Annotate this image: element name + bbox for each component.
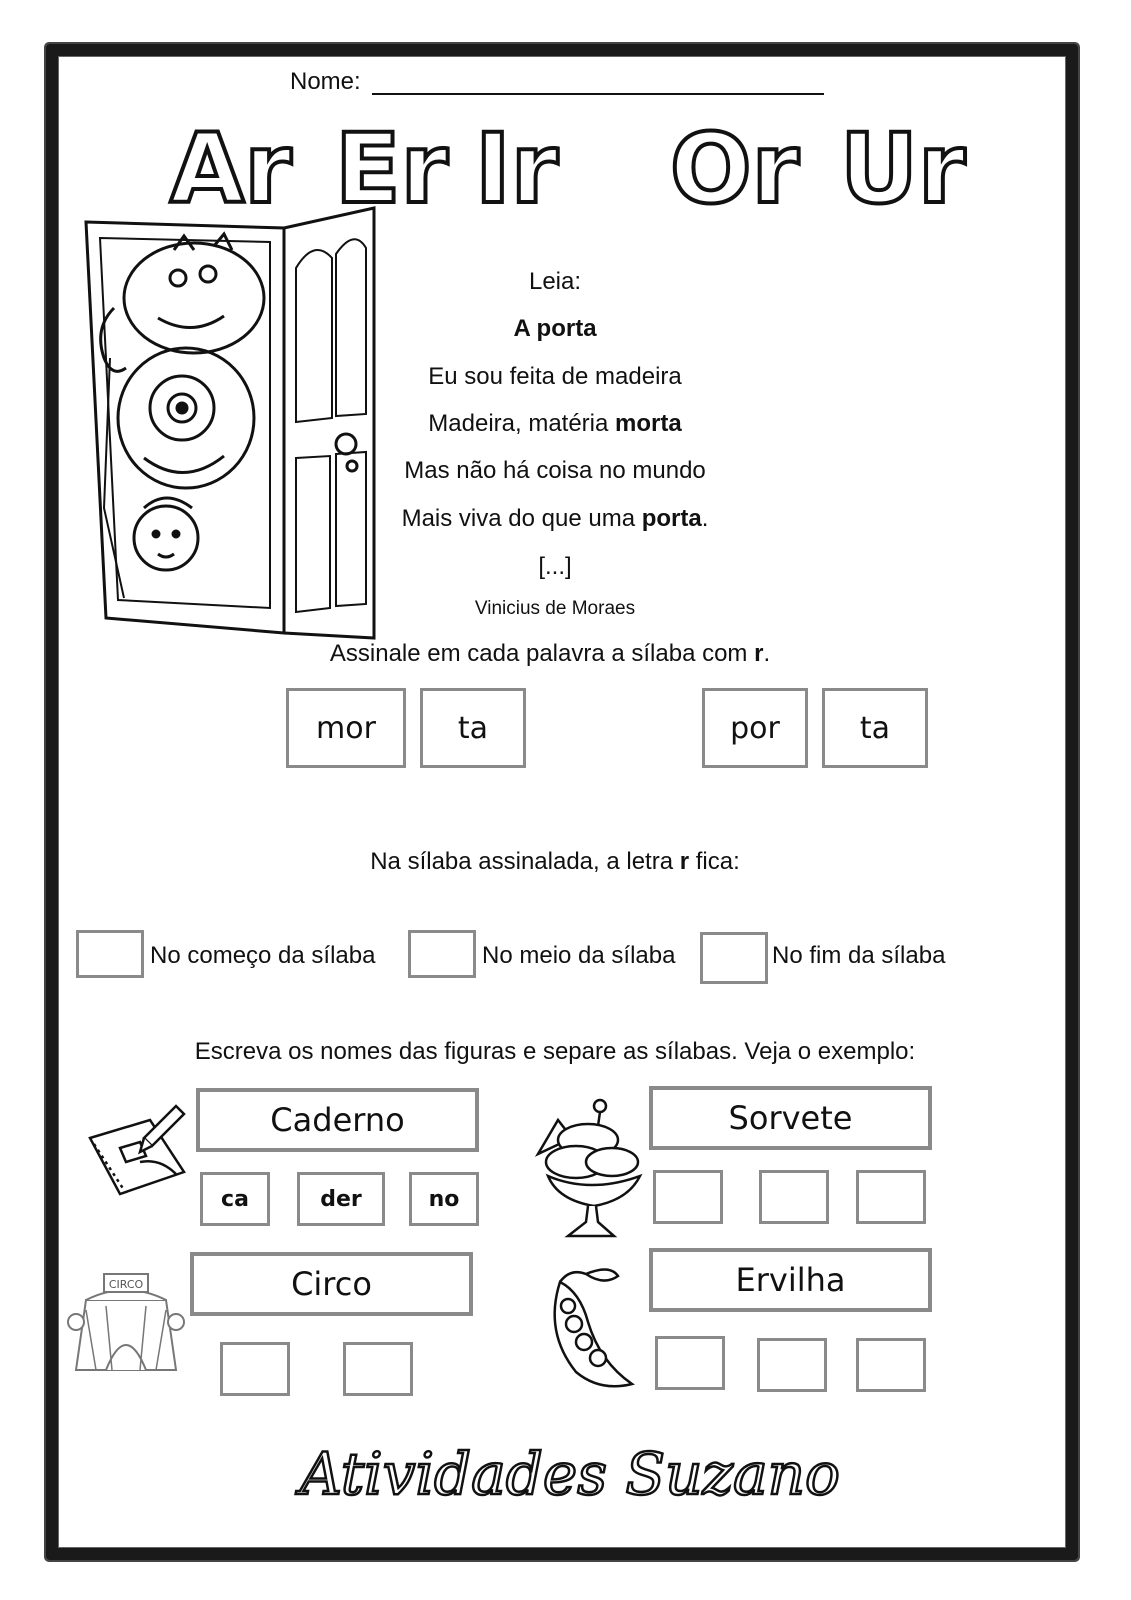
footer-brand-text: Atividades Suzano [300, 1440, 840, 1508]
task2-question-text: Na sílaba assinalada, a letra [370, 848, 680, 875]
syllable-box-ta-2[interactable]: ta [822, 688, 928, 768]
name-label: Nome: [290, 68, 361, 95]
option-label-end: No fim da sílaba [772, 942, 946, 969]
title-syllable: Or [670, 113, 799, 225]
pea-pod-icon [540, 1262, 650, 1392]
syllable-slot-sorvete-2[interactable] [759, 1170, 829, 1224]
syllable-slot-circo-2[interactable] [343, 1342, 413, 1396]
option-checkbox-begin[interactable] [76, 930, 144, 978]
poem-line-3: Mas não há coisa no mundo [404, 457, 706, 484]
word-box-sorvete[interactable]: Sorvete [649, 1086, 932, 1150]
title-syllable: Ir [475, 113, 559, 225]
word-box-caderno[interactable]: Caderno [196, 1088, 479, 1152]
task1-instruction [250, 640, 850, 668]
syllable-slot-ervilha-3[interactable] [856, 1338, 926, 1392]
task1-instruction-text: Assinale em cada palavra a sílaba com [329, 640, 755, 667]
footer-brand [290, 1432, 840, 1512]
word-box-circo[interactable]: Circo [190, 1252, 473, 1316]
poem-line-4-bold: porta [641, 505, 702, 532]
syllable-slot-caderno-3[interactable]: no [409, 1172, 479, 1226]
task1-instruction-end: . [763, 640, 771, 667]
word-box-ervilha[interactable]: Ervilha [649, 1248, 932, 1312]
option-checkbox-middle[interactable] [408, 930, 476, 978]
title-syllable: Ur [840, 113, 966, 225]
page-title [150, 110, 980, 225]
poem-line-4 [360, 505, 750, 533]
poem-line-2-text: Madeira, matéria [428, 410, 616, 437]
title-syllable: Er [335, 113, 448, 225]
syllable-slot-sorvete-1[interactable] [653, 1170, 723, 1224]
poem-intro: Leia: [528, 268, 582, 295]
poem-title-text: A porta [513, 315, 597, 342]
circus-tent-icon [66, 1270, 186, 1380]
syllable-slot-ervilha-2[interactable] [757, 1338, 827, 1392]
syllable-slot-circo-1[interactable] [220, 1342, 290, 1396]
poem-ellipsis: [...] [538, 553, 572, 580]
task1-instruction-bold: r [754, 640, 764, 667]
syllable-box-mor[interactable]: mor [286, 688, 406, 768]
name-input-line[interactable] [372, 93, 824, 95]
option-label-middle: No meio da sílaba [482, 942, 676, 969]
circus-sign-text: CIRCO [108, 1278, 144, 1291]
poem-line-1: Eu sou feita de madeira [428, 363, 682, 390]
poem-author: Vinicius de Moraes [474, 598, 636, 619]
task2-question [250, 848, 860, 876]
syllable-slot-caderno-1[interactable]: ca [200, 1172, 270, 1226]
title-syllable: Ar [170, 113, 292, 225]
poem-line-4-end: . [701, 505, 709, 532]
task3-instruction: Escreva os nomes das figuras e separe as sílabas. Veja o exemplo: [194, 1038, 916, 1065]
poem-line-2-bold: morta [615, 410, 682, 437]
option-label-begin: No começo da sílaba [150, 942, 376, 969]
task2-question-end: fica: [689, 848, 740, 875]
monsters-door-illustration [74, 208, 404, 648]
poem-line-4-text: Mais viva do que uma [401, 505, 642, 532]
syllable-slot-caderno-2[interactable]: der [297, 1172, 385, 1226]
syllable-slot-ervilha-1[interactable] [655, 1336, 725, 1390]
syllable-box-ta-1[interactable]: ta [420, 688, 526, 768]
notebook-pencil-icon [80, 1098, 200, 1198]
poem-line-2 [360, 410, 750, 438]
option-checkbox-end[interactable] [700, 932, 768, 984]
ice-cream-sundae-icon [528, 1090, 653, 1240]
syllable-box-por[interactable]: por [702, 688, 808, 768]
poem-title [360, 315, 750, 343]
task2-question-bold: r [679, 848, 690, 875]
syllable-slot-sorvete-3[interactable] [856, 1170, 926, 1224]
